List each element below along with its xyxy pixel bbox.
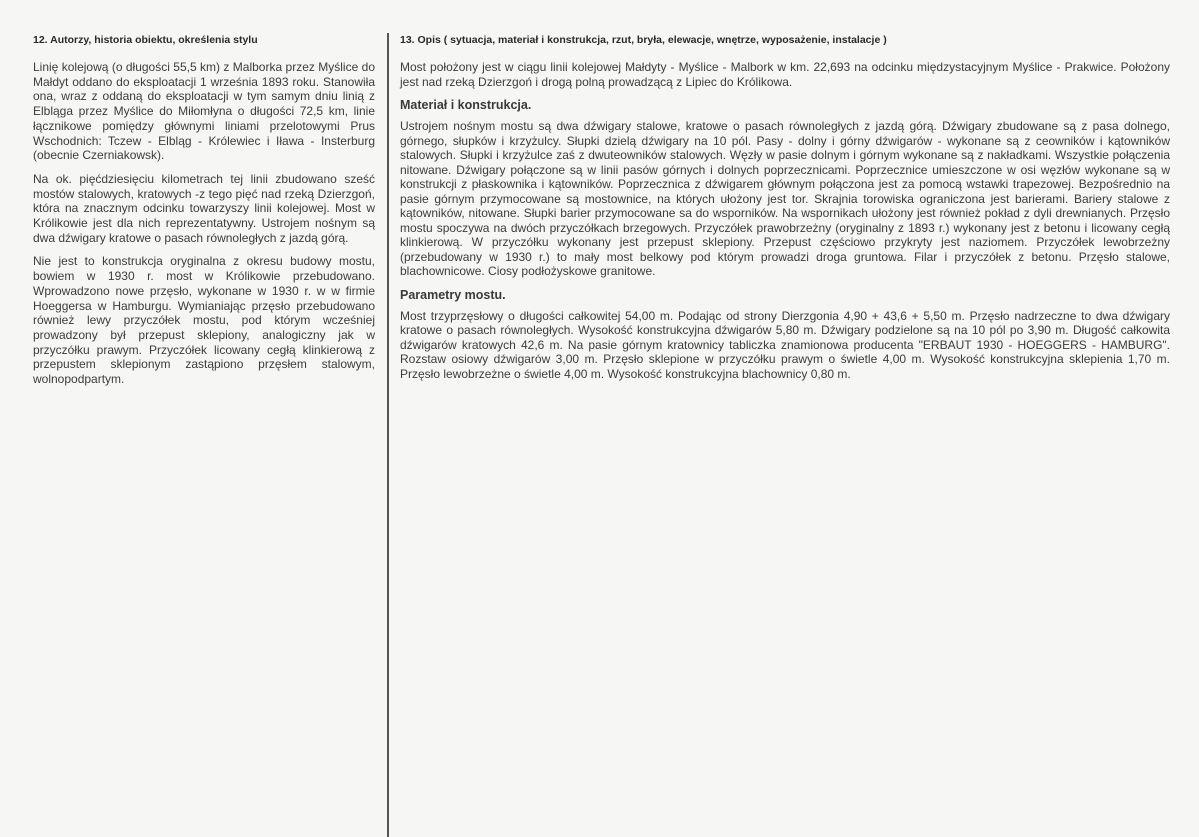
history-paragraph-1: Linię kolejową (o długości 55,5 km) z Malborka przez Myślice do Małdyt oddano do eksploatacji 1 września 1893 roku. Stanowiła ona, wraz z oddaną do eksploatacji w tym samym dniu linią z Elbląga przez Myślice do Miłomłyna o długości 72,5 km, linie łącznikowe pomiędzy głównymi liniami przelotowymi Prus Wschodnich: Tczew - Elbląg - Królewiec i Iława - Insterburg (obecnie Czerniakowsk).: [33, 60, 375, 163]
parameters-paragraph: Most trzyprzęsłowy o długości całkowitej 54,00 m. Podając od strony Dierzgonia 4,90 + 43,6 + 5,50 m. Przęsło nadrzeczne to dwa dźwigary kratowe o pasach równoległych. Wysokość konstrukcyjna dźwigarów 5,80 m. Dźwigary podzielone są na 10 pól po 3,90 m. Długość całkowita dźwigarów kratowych 42,6 m. Na pasie górnym kratownicy tabliczka znamionowa producenta "ERBAUT 1930 - HOEGGERS - HAMBURG". Rozstaw osiowy dźwigarów 3,00 m. Przęsło sklepione w przyczółku prawym o świetle 4,00 m. Wysokość konstrukcyjna sklepienia 1,70 m. Przęsło lewobrzeżne o świetle 4,00 m. Wysokość konstrukcyjna blachownicy 0,80 m.: [400, 308, 1170, 381]
material-paragraph: Ustrojem nośnym mostu są dwa dźwigary stalowe, kratowe o pasach równoległych z jazdą górą. Dźwigary zbudowane są z pasa dolnego, górnego, słupków i krzyżulcy. Słupki dzielą dźwigary na 10 pól. Pasy - dolny i górny dźwigarów - wykonane są z ceowników i kątowników stalowych. Słupki i krzyżulce zaś z dwuteowników stalowych. Węzły w pasie dolnym i górnym wykonane są z nakładkami. Wszystkie połączenia nitowane. Dźwigary połączone są w linii pasów górnych i dolnych poprzecznicami. Poprzecznice umieszczone w osi węzłów wykonane są w konstrukcji z płaskownika i kątowników. Poprzecznica z dźwigarem głównym połączona jest za pomocą wstawki trapezowej. Bezpośrednio na pasie górnym przymocowane są mostownice, na których ułożony jest tor. Skrajnia torowiska ograniczona jest barierami. Bariery stalowe z kątowników, nitowane. Słupki barier przymocowane sa do wsporników. Na wspornikach ułożony jest również pokład z dyli drewnianych. Przęsło mostu spoczywa na dwóch przyczółkach brzegowych. Przyczółek prawobrzeżny (oryginalny z 1893 r.) wykonany jest z betonu i licowany cegłą klinkierową. W przyczółku wykonany jest przepust sklepiony. Przepust częściowo przykryty jest naziomem. Przyczółek lewobrzeżny (przebudowany w 1930 r.) to mały most belkowy pod którym prowadzi droga gruntowa. Filar i przyczółek z betonu. Przęsło stalowe, blachownicowe. Ciosy podłożyskowe granitowe.: [400, 119, 1170, 278]
location-paragraph: Most położony jest w ciągu linii kolejowej Małdyty - Myślice - Malbork w km. 22,693 na odcinku międzystacyjnym Myślice - Prakwice. Położony jest nad rzeką Dzierzgoń i drogą polną prowadzącą z Lipiec do Królikowa.: [400, 60, 1170, 89]
description-section: [400, 33, 1170, 390]
history-paragraph-3: Nie jest to konstrukcja oryginalna z okresu budowy mostu, bowiem w 1930 r. most w Królikowie przebudowano. Wprowadzono nowe przęsło, wykonane w 1930 r. w w firmie Hoeggersa w Hamburgu. Wymianiając przęsło przebudowano również lewy przyczółek mostu, pod którym wcześniej prowadzony był przepust sklepiony, analogiczny jak w przyczółku prawym. Przyczółek licowany cegłą klinkierową z przepustem sklepionym zastąpiono przęsłem stalowym, wolnopodpartym.: [33, 254, 375, 387]
history-heading: 12. Autorzy, historia obiektu, określenia stylu: [33, 34, 258, 46]
history-section: [33, 33, 375, 396]
column-divider: [387, 33, 389, 837]
material-heading: Materiał i konstrukcja.: [400, 98, 532, 112]
description-heading: 13. Opis ( sytuacja, materiał i konstrukcja, rzut, bryła, elewacje, wnętrze, wyposażenie, instalacje ): [400, 34, 887, 46]
parameters-heading: Parametry mostu.: [400, 287, 506, 302]
history-paragraph-2: Na ok. pięćdziesięciu kilometrach tej linii zbudowano sześć mostów stalowych, kratowych -z tego pięć nad rzeką Dzierzgoń, która na znacznym odcinku towarzyszy linii kolejowej. Most w Królikowie jest dla nich reprezentatywny. Ustrojem nośnym są dwa dźwigary kratowe o pasach równoległych z jazdą górą.: [33, 171, 375, 245]
